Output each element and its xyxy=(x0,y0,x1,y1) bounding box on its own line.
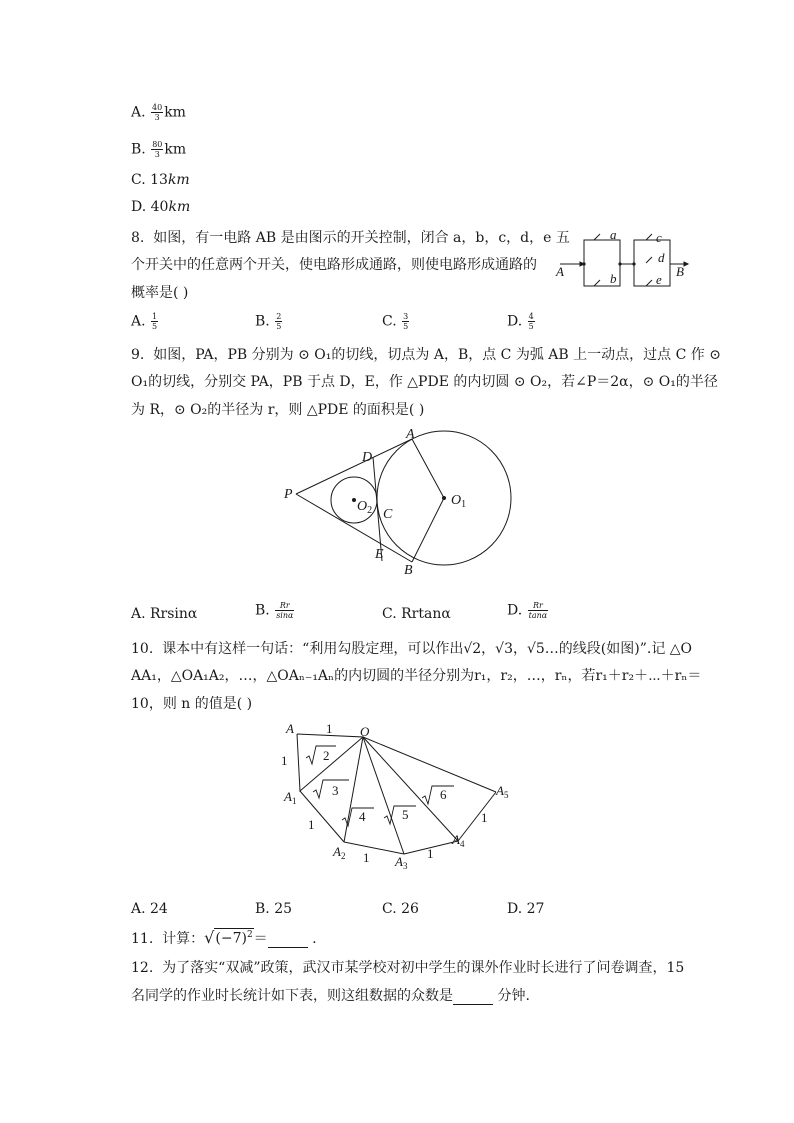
fraction: $\frac{40}{3}$ xyxy=(152,103,163,122)
switch-d: d xyxy=(658,250,665,265)
label-a: A xyxy=(406,427,415,442)
side-a4a5: 1 xyxy=(481,810,488,825)
q10-options xyxy=(131,901,571,921)
q12-line1: 12. 为了落实“双减”政策，武汉市某学校对初中学生的课外作业时长进行了问卷调查，15 xyxy=(131,960,685,976)
q8-option-d: D. $\frac{4}{5}$ xyxy=(507,312,534,331)
label-a1: $A_1$ xyxy=(284,789,297,806)
label-o2: $O_2$ xyxy=(357,499,373,516)
q10-option-b: B. 25 xyxy=(255,901,293,917)
label-sqrt2: 2 xyxy=(323,748,330,763)
label-d: D xyxy=(362,450,373,465)
label-a2: $A_2$ xyxy=(333,844,346,861)
q8-option-b: B. $\frac{2}{5}$ xyxy=(255,312,282,331)
q9-option-d: D. $\frac{Rr}{\tan\alpha}$ xyxy=(507,601,548,620)
q8-option-a: A. $\frac{1}{5}$ xyxy=(131,312,158,331)
label-o: O xyxy=(360,724,370,739)
q9-line2: O₁的切线，分别交 PA，PB 于点 D，E，作 △PDE 的内切圆 ⊙ O₂，若∠P＝2α，⊙ O₁的半径 xyxy=(131,374,718,390)
q7-option-a: A. $\frac{40}{3}$ km xyxy=(131,103,186,122)
side-a2a3: 1 xyxy=(363,850,370,865)
switch-c: c xyxy=(656,230,662,245)
q9-option-a: A. Rrsinα xyxy=(131,606,198,622)
switch-b: b xyxy=(610,271,617,286)
label-sqrt4: 4 xyxy=(359,809,366,824)
label-e: E xyxy=(375,547,384,562)
label-a-point: A xyxy=(556,264,564,279)
tangent-circles-diagram xyxy=(278,424,518,579)
side-a3a4: 1 xyxy=(427,846,434,861)
label-sqrt5: 5 xyxy=(402,807,409,822)
q9-option-b: B. $\frac{Rr}{\sin\alpha}$ xyxy=(255,601,294,620)
q7-option-b: B. $\frac{80}{3}$ km xyxy=(131,140,187,159)
q10-line2: AA₁，△OA₁A₂，…，△OAₙ₋₁Aₙ的内切圆的半径分别为r₁，r₂，…，rₙ，若r₁＋r₂＋⋯＋rₙ＝ xyxy=(131,668,702,684)
q9-line3: 为 R，⊙ O₂的半径为 r，则 △PDE 的面积是( ) xyxy=(131,402,425,418)
label-sqrt6: 6 xyxy=(440,787,447,802)
q10-option-a: A. 24 xyxy=(131,901,168,917)
q8-option-c: C. $\frac{3}{5}$ xyxy=(382,312,409,331)
side-oa: 1 xyxy=(326,721,333,736)
label-p: P xyxy=(284,487,293,502)
q8-line1: 8. 如图，有一电路 AB 是由图示的开关控制，闭合 a，b，c，d，e 五 xyxy=(131,230,570,246)
circuit-diagram xyxy=(554,226,694,288)
pythagorean-spiral-diagram xyxy=(278,718,518,878)
fraction: $\frac{80}{3}$ xyxy=(152,140,163,159)
switch-e: e xyxy=(656,272,662,287)
answer-blank[interactable] xyxy=(453,990,493,1005)
label-b: B xyxy=(404,563,413,578)
q7-option-d: D. 40km xyxy=(131,199,191,215)
label-o1: $O_1$ xyxy=(451,493,467,510)
q8-line3: 概率是( ) xyxy=(131,285,189,301)
answer-blank[interactable] xyxy=(268,933,308,948)
switch-a: a xyxy=(610,227,617,242)
q10-option-c: C. 26 xyxy=(382,901,419,917)
label-a3: $A_3$ xyxy=(395,854,408,871)
label-a5: $A_5$ xyxy=(496,783,509,800)
label-b-point: B xyxy=(676,264,684,279)
label-a: A xyxy=(286,721,294,736)
label-a4: $A_4$ xyxy=(452,832,465,849)
q10-line1: 10. 课本中有这样一句话：“利用勾股定理，可以作出√2，√3，√5…的线段(如图)”.记 △O xyxy=(131,641,693,657)
q9-option-c: C. Rrtanα xyxy=(382,606,451,622)
side-aa1: 1 xyxy=(281,753,288,768)
q9-line1: 9. 如图，PA，PB 分别为 ⊙ O₁的切线，切点为 A，B，点 C 为弧 AB 上一动点，过点 C 作 ⊙ xyxy=(131,347,721,363)
q7-option-c: C. 13km xyxy=(131,172,190,188)
q10-line3: 10，则 n 的值是( ) xyxy=(131,696,253,712)
q8-options xyxy=(131,312,571,334)
side-a1a2: 1 xyxy=(308,817,315,832)
label-sqrt3: 3 xyxy=(332,783,339,798)
q12-line2: 名同学的作业时长统计如下表，则这组数据的众数是 分钟. xyxy=(131,988,530,1004)
q9-options xyxy=(131,601,571,627)
q10-option-d: D. 27 xyxy=(507,901,545,917)
q8-line2: 个开关中的任意两个开关，使电路形成通路，则使电路形成通路的 xyxy=(131,257,537,273)
q11: 11. 计算：$√(-7)^2=$ . xyxy=(131,928,317,947)
label-c: C xyxy=(383,507,393,522)
